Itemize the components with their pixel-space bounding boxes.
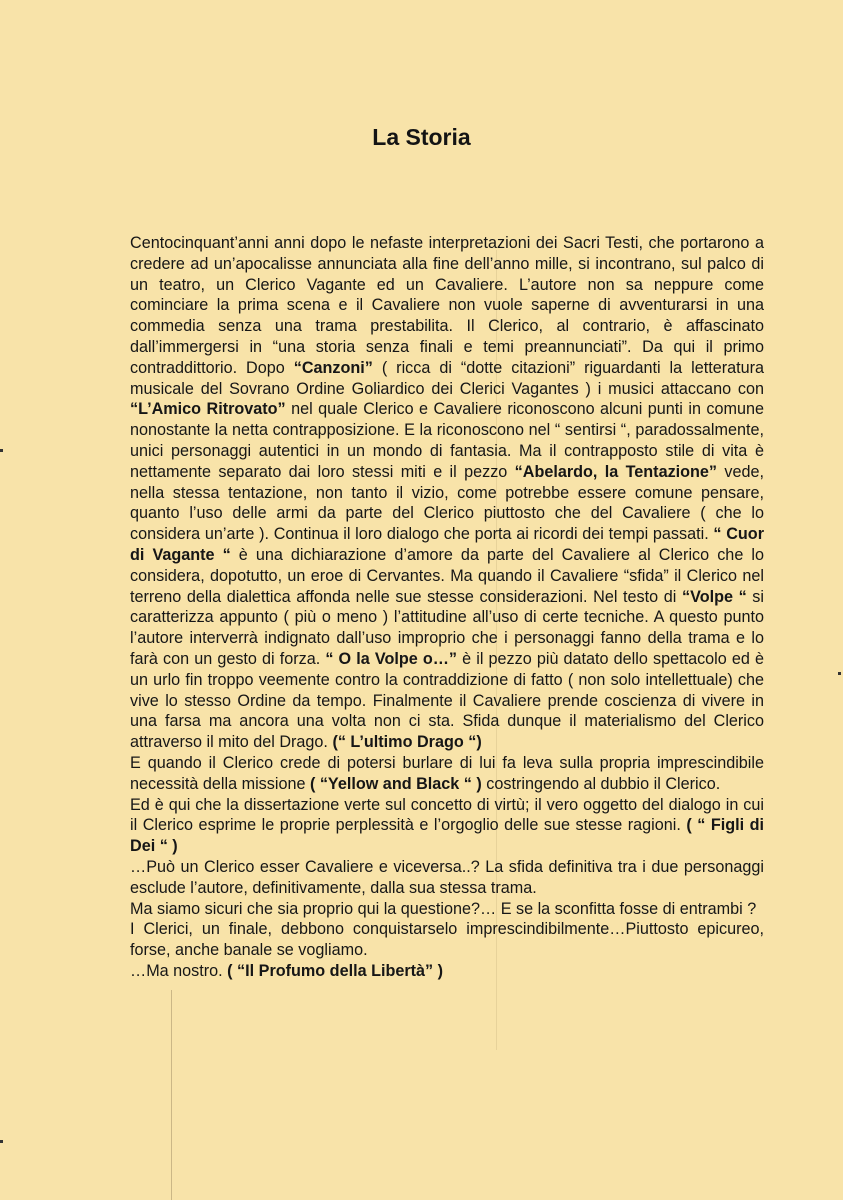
paragraph: …Ma nostro. ( “Il Profumo della Libertà” ) xyxy=(130,961,444,980)
song-title: “Canzoni” xyxy=(293,358,373,377)
paragraph: Ed è qui che la dissertazione verte sul concetto di virtù; il vero oggetto del dialogo in cui il Clerico esprime le proprie perplessità e l’orgoglio delle sue stesse ragioni. ( “ Figli di Dei “ ) xyxy=(130,795,764,856)
paragraph: I Clerici, un finale, debbono conquistarselo imprescindibilmente…Piuttosto epicureo, forse, anche banale se vogliamo. xyxy=(130,920,764,960)
paragraph: E quando il Clerico crede di potersi burlare di lui fa leva sulla propria imprescindibile necessità della missione ( “Yellow and Black “ ) costringendo al dubbio il Clerico. xyxy=(130,753,764,793)
song-title: “ O la Volpe o…” xyxy=(325,649,458,668)
scan-mark xyxy=(838,672,841,675)
song-title: “Volpe “ xyxy=(682,587,747,606)
scan-mark xyxy=(0,1140,3,1143)
song-title: “Abelardo, la Tentazione” xyxy=(514,462,718,481)
song-title: (“ L’ultimo Drago “) xyxy=(332,733,482,752)
song-title: ( “Il Profumo della Libertà” ) xyxy=(227,961,444,980)
song-title: ( “ Figli di Dei “ ) xyxy=(130,816,764,856)
song-title: “L’Amico Ritrovato” xyxy=(130,400,286,419)
song-title: ( “Yellow and Black “ ) xyxy=(309,774,482,793)
paragraph: Centocinquant’anni anni dopo le nefaste interpretazioni dei Sacri Testi, che portarono a credere ad un’apocalisse annunciata alla fine dell’anno mille, si incontrano, sul palco di un teatro, un Clerico Vagante ed un Cavaliere. L’autore non sa neppure come cominciare la prima scena e il Cavaliere non vuole saperne di avventurarsi in una commedia senza una trama prestabilita. Il Clerico, al contrario, è affascinato dall’immergersi in “una storia senza finali e temi preannunciati”. Da qui il primo contraddittorio. Dopo “Canzoni” ( ricca di “dotte citazioni” riguardanti la letteratura musicale del Sovrano Ordine Goliardico dei Clerici Vagantes ) i musici attaccano con “L’Amico Ritrovato” nel quale Clerico e Cavaliere riconoscono alcuni punti in comune nonostante la netta contrapposizione. E la riconoscono nel “ sentirsi “, paradossalmente, unici personaggi autentici in un mondo di fantasia. Ma il contrapposto stile di vita è nettamente separato dai loro stessi miti e il pezzo “Abelardo, la Tentazione” vede, nella stessa tentazione, non tanto il vizio, come potrebbe essere comune pensare, quanto l’uso delle armi da parte del Clerico piuttosto che del Cavaliere ( che lo considera un’arte ). Continua il loro dialogo che porta ai ricordi dei tempi passati. “ Cuor di Vagante “ è una dichiarazione d’amore da parte del Cavaliere al Clerico che lo considera, dopotutto, un eroe di Cervantes. Ma quando il Cavaliere “sfida” il Clerico nel terreno della dialettica affonda nelle sue stesse considerazioni. Nel testo di “Volpe “ si caratterizza appunto ( più o meno ) l’attitudine all’uso di certe tecniche. A questo punto l’autore interverrà indignato dall’uso improprio che i personaggi fanno della trama e lo farà con un gesto di forza. “ O la Volpe o…” è il pezzo più datato dello spettacolo ed è un urlo fin troppo veemente contro la contraddizione di fatto ( non solo intellettuale) che vive lo stesso Ordine da tempo. Finalmente il Cavaliere prende coscienza di vivere in una farsa ma ancora una volta non ci sta. Sfida dunque il materialismo del Clerico attraverso il mito del Drago. (“ L’ultimo Drago “) xyxy=(130,234,764,752)
page-title: La Storia xyxy=(372,124,471,150)
paragraph: …Può un Clerico esser Cavaliere e viceversa..? La sfida definitiva tra i due personaggi esclude l’autore, definitivamente, dalla sua stessa trama. xyxy=(130,857,764,897)
paragraph: Ma siamo sicuri che sia proprio qui la questione?… E se la sconfitta fosse di entrambi ? xyxy=(130,899,757,918)
song-title: “ Cuor di Vagante “ xyxy=(130,525,764,564)
scan-mark xyxy=(0,449,3,452)
story-text xyxy=(130,233,764,982)
paper-fold-line xyxy=(171,990,172,1200)
